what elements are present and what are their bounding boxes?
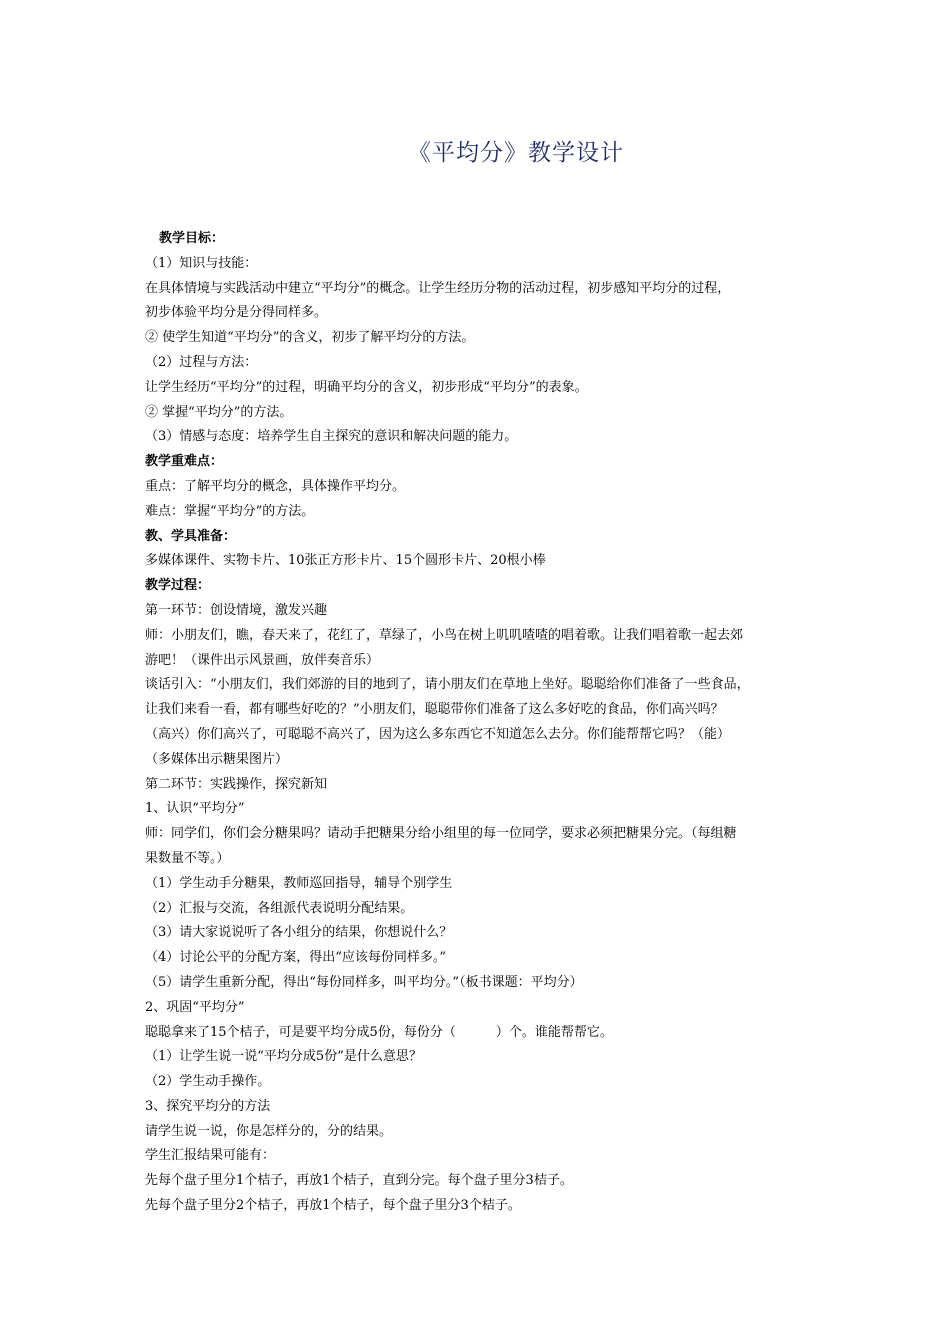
paragraph-line: ② 使学生知道“平均分”的含义，初步了解平均分的方法。 xyxy=(145,330,475,346)
prep-heading: 教、学具准备： xyxy=(145,528,237,544)
paragraph-line: （1）知识与技能： xyxy=(145,255,258,271)
paragraph-line: （多媒体出示糖果图片） xyxy=(145,751,289,767)
paragraph-line: 游吧！（课件出示风景画，放伴奏音乐） xyxy=(145,652,380,668)
paragraph-line: （5）请学生重新分配，得出“每份同样多，叫平均分。”（板书课题：平均分） xyxy=(145,974,583,990)
paragraph-line: 多媒体课件、实物卡片、10张正方形卡片、15个圆形卡片、20根小棒 xyxy=(145,553,546,569)
paragraph-line: 师：同学们，你们会分糖果吗？请动手把糖果分给小组里的每一位同学，要求必须把糖果分完。（每组糖 xyxy=(145,826,737,842)
paragraph-line: 师：小朋友们，瞧，春天来了，花红了，草绿了，小鸟在树上叽叽喳喳的唱着歌。让我们唱着歌一起去郊 xyxy=(145,627,744,643)
paragraph-line: 1、认识“平均分” xyxy=(145,801,245,817)
document-title: 《平均分》教学设计 xyxy=(408,140,624,166)
paragraph-line: 请学生说一说，你是怎样分的，分的结果。 xyxy=(145,1123,393,1139)
paragraph-text: ）个。谁能帮帮它。 xyxy=(495,1024,613,1040)
paragraph-line: 先每个盘子里分1个桔子，再放1个桔子，直到分完。每个盘子里分3桔子。 xyxy=(145,1173,573,1189)
paragraph-line: 在具体情境与实践活动中建立“平均分”的概念。让学生经历分物的活动过程，初步感知平均分的过程， xyxy=(145,280,731,296)
paragraph-line: （4）讨论公平的分配方案，得出“应该每份同样多。” xyxy=(145,950,447,966)
paragraph-line: （1）让学生说一说“平均分成5份”是什么意思？ xyxy=(145,1049,422,1065)
paragraph-line: 谈话引入：“小朋友们，我们郊游的目的地到了，请小朋友们在草地上坐好。聪聪给你们准备了一些食品， xyxy=(145,677,750,693)
process-heading: 教学过程： xyxy=(145,578,211,594)
paragraph-text: 聪聪拿来了15个桔子，可是要平均分成5份，每份分（ xyxy=(145,1024,456,1040)
paragraph-line: 果数量不等。） xyxy=(145,850,230,866)
paragraph-line: （2）过程与方法： xyxy=(145,354,258,370)
paragraph-line: （2）汇报与交流，各组派代表说明分配结果。 xyxy=(145,900,414,916)
paragraph-line: （1）学生动手分糖果，教师巡回指导，辅导个别学生 xyxy=(145,875,453,891)
paragraph-line: （高兴）你们高兴了，可聪聪不高兴了，因为这么多东西它不知道怎么去分。你们能帮帮它吗？（能） xyxy=(145,726,731,742)
document-body xyxy=(145,227,815,1219)
paragraph-line: 让学生经历“平均分”的过程，明确平均分的含义，初步形成“平均分”的表象。 xyxy=(145,379,588,395)
paragraph-line: （2）学生动手操作。 xyxy=(145,1074,271,1090)
paragraph-line: 3、探究平均分的方法 xyxy=(145,1098,271,1114)
paragraph-line: 第二环节：实践操作，探究新知 xyxy=(145,776,328,792)
paragraph-line: 初步体验平均分是分得同样多。 xyxy=(145,305,328,321)
objectives-heading: 教学目标： xyxy=(159,231,225,246)
paragraph-line: （3）情感与态度：培养学生自主探究的意识和解决问题的能力。 xyxy=(145,429,518,445)
paragraph-line: 学生汇报结果可能有： xyxy=(145,1148,276,1164)
keypoints-heading: 教学重难点： xyxy=(145,454,224,470)
paragraph-line: （3）请大家说说听了各小组分的结果，你想说什么？ xyxy=(145,925,453,941)
paragraph-line: 重点：了解平均分的概念，具体操作平均分。 xyxy=(145,478,406,494)
paragraph-line: 让我们来看一看，都有哪些好吃的？”小朋友们，聪聪带你们准备了这么多好吃的食品，你们高兴吗？ xyxy=(145,702,724,718)
paragraph-line-with-blank xyxy=(145,1021,815,1046)
paragraph-line: 第一环节：创设情境，激发兴趣 xyxy=(145,602,328,618)
paragraph-line: 难点：掌握“平均分”的方法。 xyxy=(145,503,315,519)
paragraph-line: 2、巩固“平均分” xyxy=(145,999,245,1015)
paragraph-line: 先每个盘子里分2个桔子，再放1个桔子，每个盘子里分3个桔子。 xyxy=(145,1198,521,1214)
paragraph-line: ② 掌握“平均分”的方法。 xyxy=(145,404,293,420)
